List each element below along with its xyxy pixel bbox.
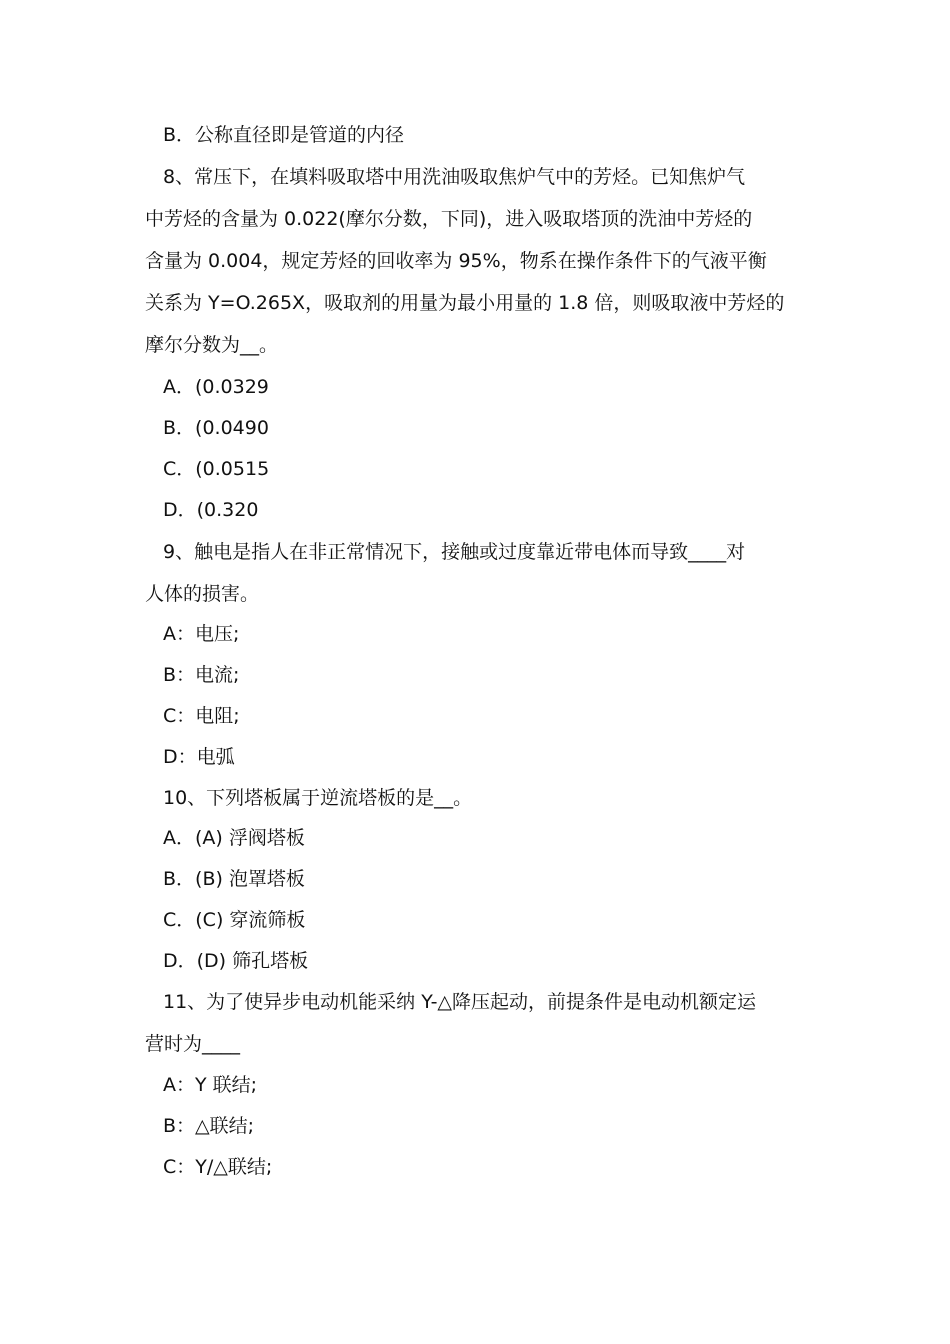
question-8-line-4: 关系为 Y=O.265X，吸取剂的用量为最小用量的 1.8 倍，则吸取液中芳烃的 bbox=[145, 292, 785, 314]
question-10-option-a: A．(A) 浮阀塔板 bbox=[163, 827, 305, 849]
question-9-option-a: A：电压; bbox=[163, 623, 240, 645]
question-8-option-b: B．(0.0490 bbox=[163, 417, 269, 439]
question-9-line-1: 9、触电是指人在非正常情况下，接触或过度靠近带电体而导致____对 bbox=[163, 541, 746, 563]
question-8-line-5: 摩尔分数为__。 bbox=[145, 334, 279, 356]
question-11-line-1: 11、为了使异步电动机能采纳 Y-△降压起动，前提条件是电动机额定运 bbox=[163, 991, 757, 1013]
question-10-option-c: C．(C) 穿流筛板 bbox=[163, 909, 306, 931]
question-11-line-2: 营时为____ bbox=[145, 1033, 241, 1055]
question-8-option-d: D．(0.320 bbox=[163, 499, 259, 521]
question-10-option-d: D．(D) 筛孔塔板 bbox=[163, 950, 309, 972]
question-11-option-c: C：Y/△联结; bbox=[163, 1156, 273, 1178]
question-8-line-1: 8、常压下，在填料吸取塔中用洗油吸取焦炉气中的芳烃。已知焦炉气 bbox=[163, 166, 746, 188]
option-b-nominal-diameter: B．公称直径即是管道的内径 bbox=[163, 124, 405, 146]
question-8-option-a: A．(0.0329 bbox=[163, 376, 269, 398]
question-8-line-2: 中芳烃的含量为 0.022(摩尔分数，下同)，进入吸取塔顶的洗油中芳烃的 bbox=[145, 208, 753, 230]
question-9-option-c: C：电阻; bbox=[163, 705, 240, 727]
question-10-line-1: 10、下列塔板属于逆流塔板的是__。 bbox=[163, 787, 473, 809]
question-9-option-b: B：电流; bbox=[163, 664, 240, 686]
question-9-line-2: 人体的损害。 bbox=[145, 583, 260, 605]
question-10-option-b: B．(B) 泡罩塔板 bbox=[163, 868, 305, 890]
question-11-option-b: B：△联结; bbox=[163, 1115, 255, 1137]
question-11-option-a: A：Y 联结; bbox=[163, 1074, 258, 1096]
question-8-option-c: C．(0.0515 bbox=[163, 458, 270, 480]
question-9-option-d: D：电弧 bbox=[163, 746, 235, 768]
question-8-line-3: 含量为 0.004，规定芳烃的回收率为 95%，物系在操作条件下的气液平衡 bbox=[145, 250, 767, 272]
